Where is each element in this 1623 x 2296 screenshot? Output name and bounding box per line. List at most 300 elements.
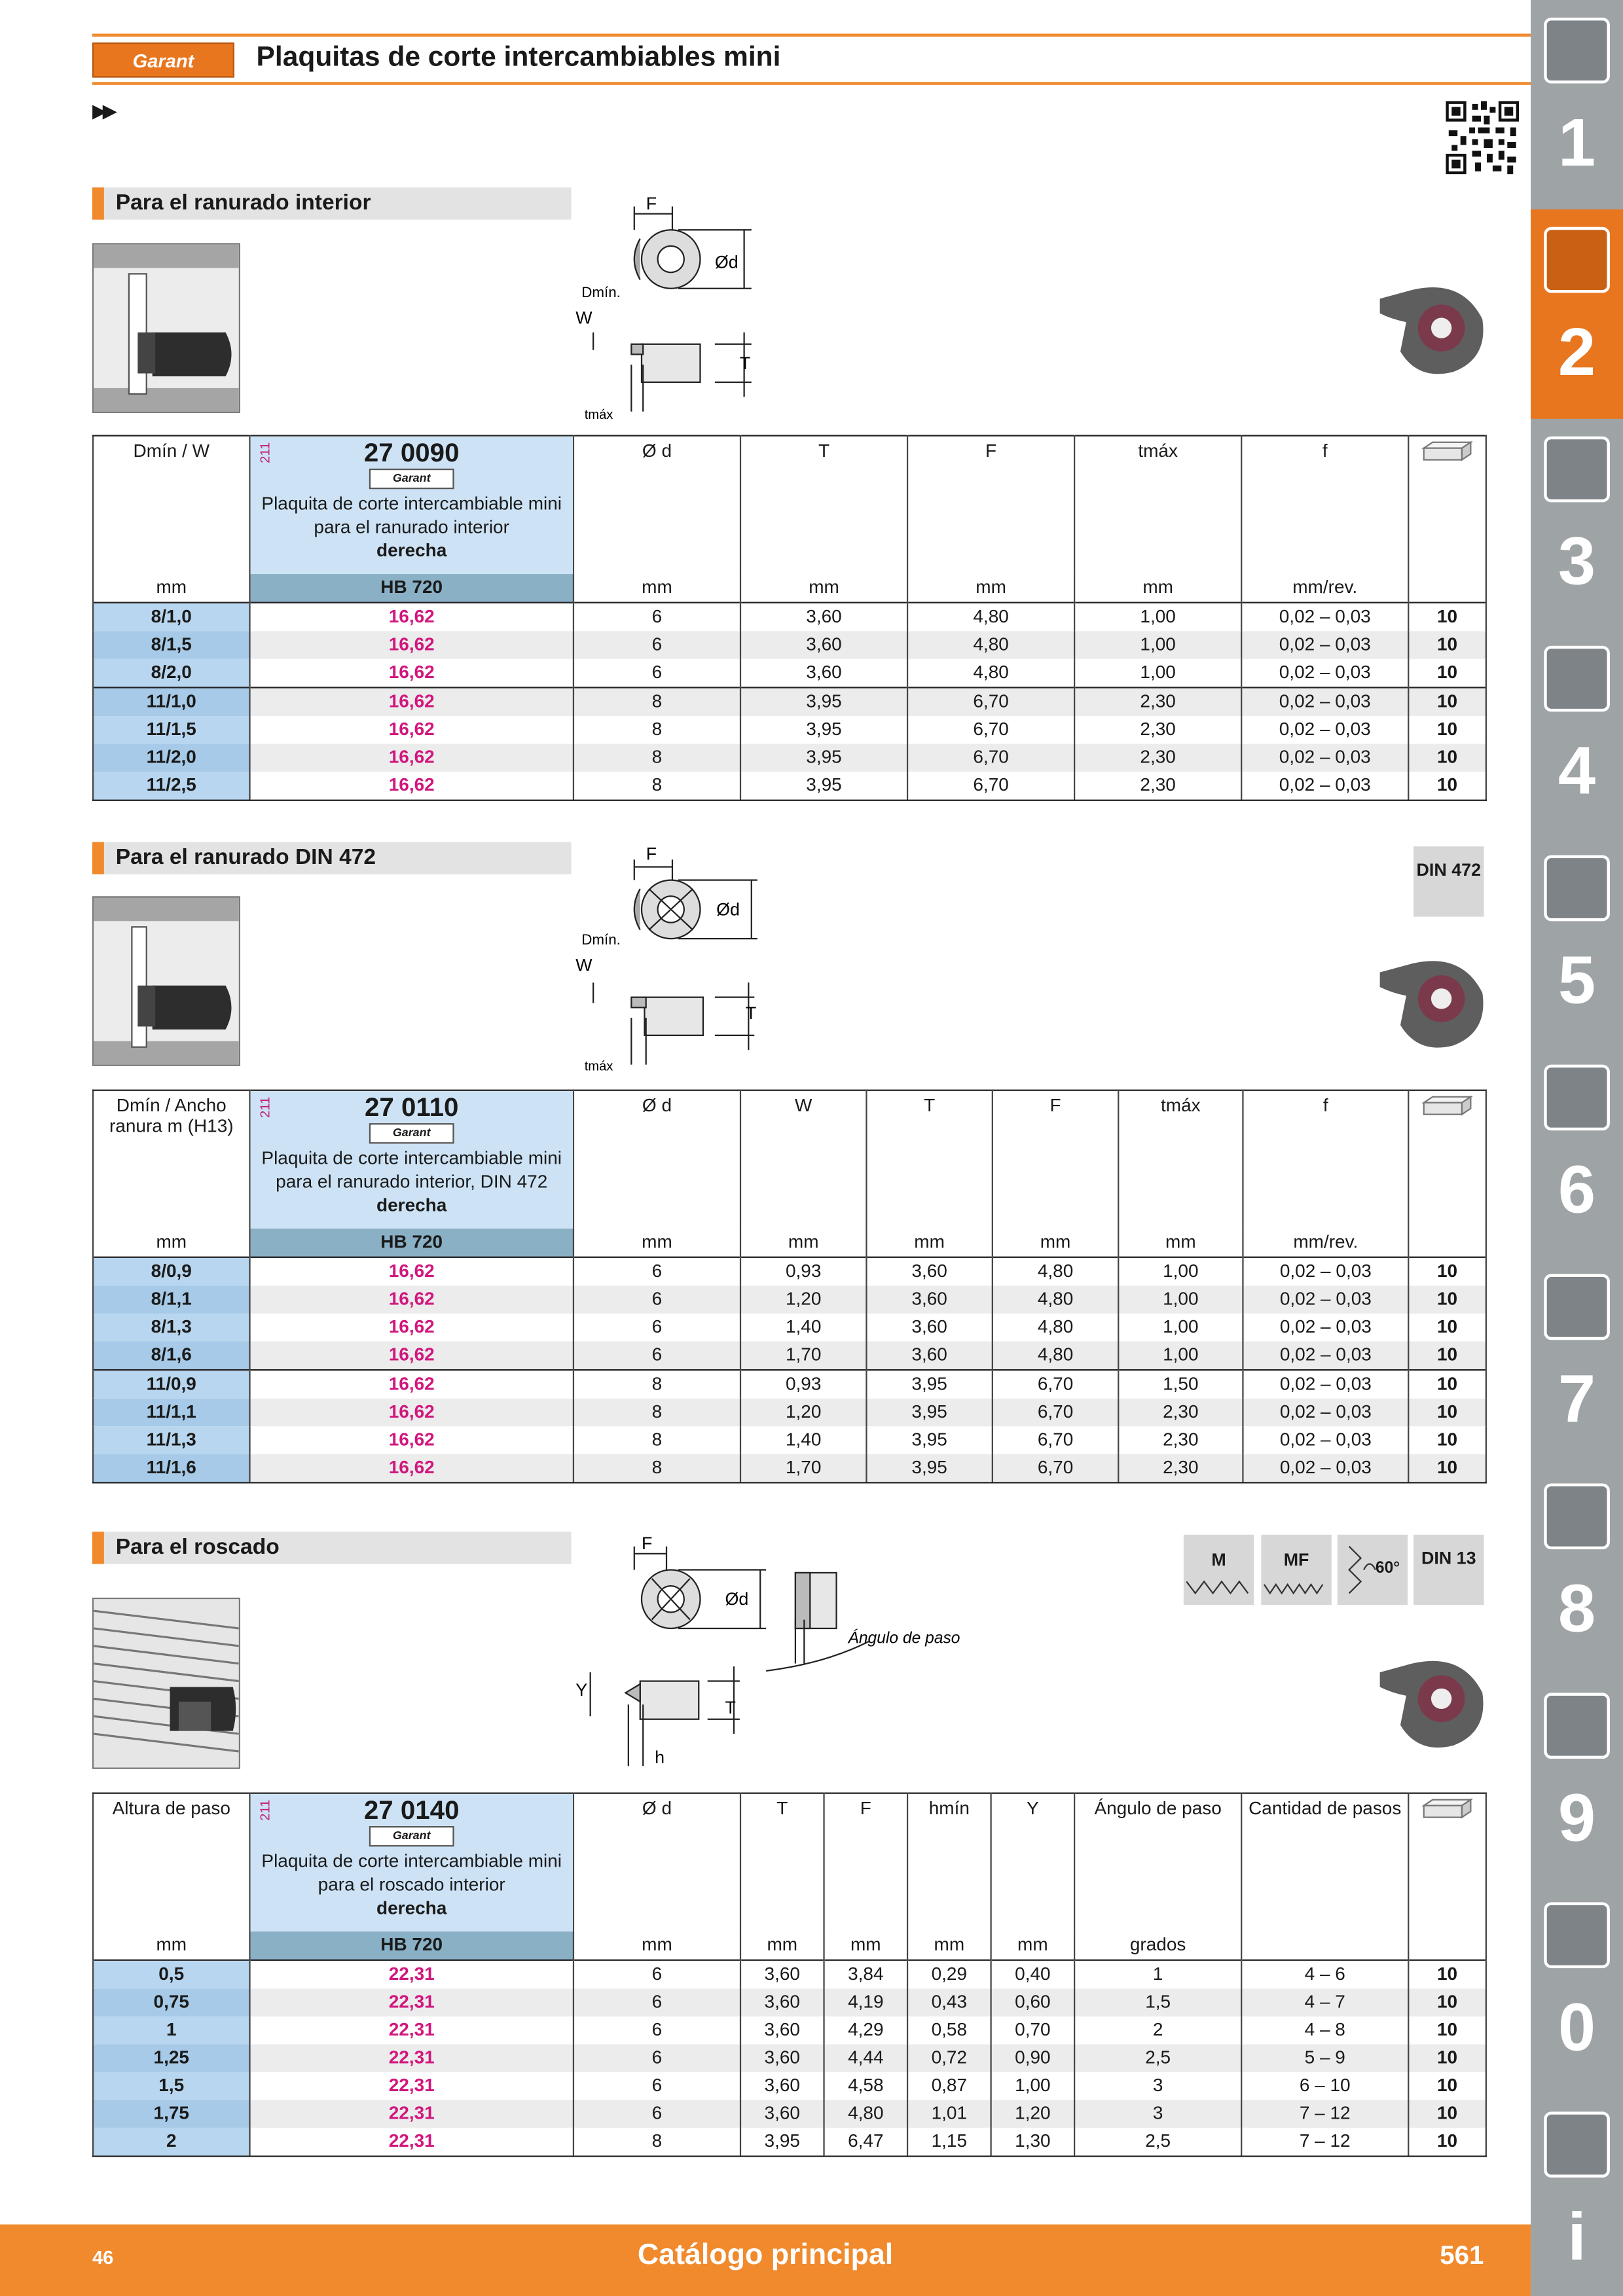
row-key-cell: 8/1,6 bbox=[93, 1341, 249, 1370]
value-cell: 6 bbox=[574, 1257, 740, 1286]
value-cell: 6 bbox=[574, 2017, 740, 2045]
value-cell: 0,40 bbox=[991, 1960, 1075, 1989]
value-cell: 6 bbox=[574, 1314, 740, 1342]
value-cell: 8 bbox=[574, 744, 740, 772]
row-key-cell: 8/1,0 bbox=[93, 603, 249, 632]
pack-qty-cell: 10 bbox=[1408, 716, 1486, 744]
chapter-number: 3 bbox=[1558, 522, 1596, 600]
value-cell: 0,87 bbox=[907, 2072, 991, 2100]
value-cell: 3,60 bbox=[740, 2072, 824, 2100]
col-header-key: Dmín / Ancho ranura m (H13) bbox=[93, 1090, 249, 1228]
value-cell: 3,60 bbox=[740, 1960, 824, 1989]
chapter-number: 8 bbox=[1558, 1570, 1596, 1646]
table-row bbox=[93, 2017, 1486, 2045]
chapter-number: i bbox=[1567, 2198, 1586, 2274]
row-key-cell: 11/1,3 bbox=[93, 1426, 249, 1454]
value-cell: 1,20 bbox=[740, 1285, 866, 1314]
table-row bbox=[93, 716, 1486, 744]
chapter-icon bbox=[1544, 1902, 1610, 1968]
price-cell[interactable]: 16,62 bbox=[249, 1285, 573, 1314]
value-cell: 2,5 bbox=[1074, 2128, 1241, 2157]
svg-text:Ød: Ød bbox=[714, 252, 739, 272]
row-key-cell: 11/2,0 bbox=[93, 744, 249, 772]
price-cell[interactable]: 16,62 bbox=[249, 772, 573, 800]
table-row bbox=[93, 1341, 1486, 1370]
value-cell: 0,02 – 0,03 bbox=[1243, 1314, 1408, 1342]
product-header: 211 27 0090 Garant Plaquita de corte intercambiable mini para el ranurado interior derecha bbox=[249, 436, 573, 573]
table-row bbox=[93, 772, 1486, 800]
svg-text:tmáx: tmáx bbox=[584, 407, 613, 422]
table-row bbox=[93, 659, 1486, 688]
value-cell: 6 bbox=[574, 1960, 740, 1989]
row-key-cell: 8/1,1 bbox=[93, 1285, 249, 1314]
product-header: 211 27 0110 Garant Plaquita de corte intercambiable mini para el ranurado interior, DIN 472 derecha bbox=[249, 1090, 573, 1228]
chapter-icon bbox=[1544, 2111, 1610, 2178]
value-cell: 3,60 bbox=[866, 1314, 992, 1342]
value-cell: 3,60 bbox=[866, 1257, 992, 1286]
din-472-badge: DIN 472 bbox=[1413, 846, 1484, 916]
pack-qty-cell: 10 bbox=[1408, 1399, 1486, 1427]
pack-qty-cell: 10 bbox=[1408, 659, 1486, 688]
chapter-icon bbox=[1544, 1065, 1610, 1131]
chapter-tab-strip bbox=[1531, 0, 1623, 2296]
chapter-icon bbox=[1544, 18, 1610, 84]
row-key-cell: 11/0,9 bbox=[93, 1370, 249, 1399]
svg-text:Dmín.: Dmín. bbox=[581, 284, 621, 301]
value-cell: 4 – 6 bbox=[1241, 1960, 1408, 1989]
value-cell: 4,80 bbox=[824, 2100, 908, 2128]
value-cell: 0,02 – 0,03 bbox=[1241, 659, 1408, 688]
thread-dimension-diagram bbox=[575, 1532, 971, 1780]
chapter-number: 5 bbox=[1558, 941, 1596, 1018]
value-cell: 1,20 bbox=[991, 2100, 1075, 2128]
value-cell: 2,30 bbox=[1074, 716, 1241, 744]
price-cell[interactable]: 22,31 bbox=[249, 1960, 573, 1989]
chapter-tab-1[interactable] bbox=[1531, 0, 1623, 209]
footer-title: Catálogo principal bbox=[637, 2238, 894, 2272]
row-key-cell: 8/1,3 bbox=[93, 1314, 249, 1342]
price-cell[interactable]: 16,62 bbox=[249, 603, 573, 632]
value-cell: 4,19 bbox=[824, 1988, 908, 2017]
table-row bbox=[93, 1988, 1486, 2017]
value-cell: 1,50 bbox=[1118, 1370, 1243, 1399]
svg-text:F: F bbox=[646, 193, 657, 213]
value-cell: 0,90 bbox=[991, 2044, 1075, 2072]
pack-qty-cell: 10 bbox=[1408, 1341, 1486, 1370]
value-cell: 2,30 bbox=[1118, 1426, 1243, 1454]
value-cell: 4 – 7 bbox=[1241, 1988, 1408, 2017]
value-cell: 1,30 bbox=[991, 2128, 1075, 2157]
price-cell[interactable]: 22,31 bbox=[249, 2017, 573, 2045]
pack-qty-cell: 10 bbox=[1408, 1960, 1486, 1989]
price-cell[interactable]: 16,62 bbox=[249, 659, 573, 688]
row-key-cell: 8/2,0 bbox=[93, 659, 249, 688]
svg-text:T: T bbox=[745, 1003, 757, 1024]
svg-text:W: W bbox=[575, 955, 593, 975]
section-heading-din-472: Para el ranurado DIN 472 bbox=[92, 842, 572, 874]
svg-text:Ød: Ød bbox=[716, 899, 740, 920]
pack-qty-cell: 10 bbox=[1408, 772, 1486, 800]
value-cell: 3,60 bbox=[866, 1341, 992, 1370]
chapter-number: 1 bbox=[1558, 103, 1596, 181]
svg-text:tmáx: tmáx bbox=[584, 1059, 613, 1074]
value-cell: 1,00 bbox=[1118, 1285, 1243, 1314]
qr-code-icon[interactable] bbox=[1446, 101, 1519, 174]
pack-qty-cell: 10 bbox=[1408, 1454, 1486, 1483]
value-cell: 3,60 bbox=[740, 603, 907, 632]
value-cell: 4,80 bbox=[907, 631, 1074, 659]
svg-text:T: T bbox=[725, 1697, 736, 1717]
din-13-badge: DIN 13 bbox=[1413, 1535, 1484, 1605]
value-cell: 6,47 bbox=[824, 2128, 908, 2157]
value-cell: 7 – 12 bbox=[1241, 2100, 1408, 2128]
row-key-cell: 1,5 bbox=[93, 2072, 249, 2100]
row-key-cell: 0,5 bbox=[93, 1960, 249, 1989]
chapter-tab-6[interactable] bbox=[1531, 1047, 1623, 1257]
pack-qty-cell: 10 bbox=[1408, 603, 1486, 632]
garant-logo: Garant bbox=[92, 43, 234, 78]
pack-qty-cell: 10 bbox=[1408, 1314, 1486, 1342]
value-cell: 6,70 bbox=[907, 716, 1074, 744]
chapter-tab-0[interactable] bbox=[1531, 1885, 1623, 2094]
value-cell: 6,70 bbox=[993, 1399, 1118, 1427]
thread-angle-60-badge: 60° bbox=[1338, 1535, 1408, 1605]
row-key-cell: 8/1,5 bbox=[93, 631, 249, 659]
value-cell: 0,02 – 0,03 bbox=[1243, 1399, 1408, 1427]
price-cell[interactable]: 22,31 bbox=[249, 2128, 573, 2157]
table-row bbox=[93, 1426, 1486, 1454]
value-cell: 1,00 bbox=[1118, 1341, 1243, 1370]
chapter-number: 0 bbox=[1558, 1988, 1596, 2065]
page-number: 561 bbox=[1440, 2240, 1484, 2270]
chapter-tab-3[interactable] bbox=[1531, 419, 1623, 628]
table-row bbox=[93, 1454, 1486, 1483]
pack-qty-cell: 10 bbox=[1408, 2044, 1486, 2072]
value-cell: 0,70 bbox=[991, 2017, 1075, 2045]
grooving-application-image bbox=[92, 243, 240, 413]
chapter-icon bbox=[1544, 1483, 1610, 1549]
pack-qty-cell: 10 bbox=[1408, 744, 1486, 772]
value-cell: 1,20 bbox=[740, 1399, 866, 1427]
value-cell: 6,70 bbox=[993, 1426, 1118, 1454]
value-cell: 3,60 bbox=[740, 1988, 824, 2017]
svg-text:Ød: Ød bbox=[725, 1589, 749, 1609]
value-cell: 6,70 bbox=[907, 687, 1074, 716]
value-cell: 2,30 bbox=[1118, 1454, 1243, 1483]
value-cell: 0,02 – 0,03 bbox=[1243, 1426, 1408, 1454]
din472-dimension-diagram bbox=[575, 845, 773, 1079]
value-cell: 1,70 bbox=[740, 1454, 866, 1483]
value-cell: 4,80 bbox=[993, 1257, 1118, 1286]
price-cell[interactable]: 16,62 bbox=[249, 687, 573, 716]
value-cell: 0,02 – 0,03 bbox=[1241, 687, 1408, 716]
value-cell: 6 bbox=[574, 603, 740, 632]
value-cell: 6 bbox=[574, 2044, 740, 2072]
value-cell: 1,40 bbox=[740, 1314, 866, 1342]
pack-qty-cell: 10 bbox=[1408, 1988, 1486, 2017]
chapter-number: 6 bbox=[1558, 1151, 1596, 1227]
table-row bbox=[93, 1370, 1486, 1399]
value-cell: 8 bbox=[574, 687, 740, 716]
value-cell: 4,44 bbox=[824, 2044, 908, 2072]
package-icon bbox=[1408, 436, 1486, 573]
pack-qty-cell: 10 bbox=[1408, 1426, 1486, 1454]
table-row bbox=[93, 1314, 1486, 1342]
price-cell[interactable]: 22,31 bbox=[249, 2100, 573, 2128]
chapter-tab-i[interactable] bbox=[1531, 2094, 1623, 2296]
value-cell: 0,72 bbox=[907, 2044, 991, 2072]
value-cell: 6,70 bbox=[907, 772, 1074, 800]
value-cell: 0,02 – 0,03 bbox=[1241, 716, 1408, 744]
value-cell: 3,95 bbox=[866, 1399, 992, 1427]
pack-qty-cell: 10 bbox=[1408, 2128, 1486, 2157]
value-cell: 6 bbox=[574, 1341, 740, 1370]
thread-insert-image bbox=[1374, 1652, 1491, 1755]
value-cell: 3,95 bbox=[866, 1426, 992, 1454]
value-cell: 3,60 bbox=[740, 2100, 824, 2128]
svg-text:F: F bbox=[641, 1534, 653, 1554]
chapter-icon bbox=[1544, 855, 1610, 922]
metric-thread-m-badge: M bbox=[1184, 1535, 1254, 1605]
value-cell: 3 bbox=[1074, 2100, 1241, 2128]
chapter-tab-5[interactable] bbox=[1531, 838, 1623, 1047]
svg-text:Y: Y bbox=[575, 1679, 588, 1700]
table-row bbox=[93, 2044, 1486, 2072]
row-key-cell: 1 bbox=[93, 2017, 249, 2045]
row-key-cell: 11/1,1 bbox=[93, 1399, 249, 1427]
pack-qty-cell: 10 bbox=[1408, 1285, 1486, 1314]
value-cell: 2,30 bbox=[1074, 687, 1241, 716]
value-cell: 0,02 – 0,03 bbox=[1241, 744, 1408, 772]
value-cell: 6,70 bbox=[993, 1454, 1118, 1483]
package-icon bbox=[1408, 1793, 1486, 1931]
chapter-icon bbox=[1544, 646, 1610, 712]
col-header-key: Altura de paso bbox=[93, 1793, 249, 1931]
svg-text:h: h bbox=[655, 1747, 665, 1767]
table-27-0140: Altura de paso 211 27 0140 Garant Plaquita de corte intercambiable mini para el roscado interior derecha Ø d T F hmín Y Ángulo de paso Cantidad de pasos mm HB 720 mm mm mm mm mm grados 0,5 22,31 6 3,60 3,84 0,29 0,40 1 4 – 6 10 0,75 22,31 6 3,60 4,19 0,43 0,60 1,5 4 – 7 10 1 22,31 6 3,60 4,29 0,58 0,70 2 4 – 8 10 1,25 22,31 6 3,60 4,44 0,72 0,90 2,5 5 – 9 10 1,5 22,31 6 3,60 4,58 0,87 1,00 3 6 – 10 10 1,75 22,31 6 3,60 4,80 1,01 1,20 3 7 – 12 10 2 22,31 8 3,95 6,47 1,15 1,30 2,5 7 – 12 10 bbox=[92, 1793, 1487, 2157]
value-cell: 0,58 bbox=[907, 2017, 991, 2045]
value-cell: 8 bbox=[574, 772, 740, 800]
value-cell: 4 – 8 bbox=[1241, 2017, 1408, 2045]
chapter-icon bbox=[1544, 227, 1610, 293]
price-cell[interactable]: 16,62 bbox=[249, 1314, 573, 1342]
value-cell: 4,29 bbox=[824, 2017, 908, 2045]
value-cell: 3,84 bbox=[824, 1960, 908, 1989]
svg-text:F: F bbox=[646, 844, 657, 864]
value-cell: 2,30 bbox=[1074, 744, 1241, 772]
value-cell: 8 bbox=[574, 1370, 740, 1399]
metric-fine-thread-mf-badge: MF bbox=[1261, 1535, 1331, 1605]
value-cell: 3,95 bbox=[740, 772, 907, 800]
value-cell: 1,70 bbox=[740, 1341, 866, 1370]
chapter-number: 2 bbox=[1558, 313, 1596, 390]
price-cell[interactable]: 22,31 bbox=[249, 2044, 573, 2072]
value-cell: 1,00 bbox=[1074, 603, 1241, 632]
table-27-0110: Dmín / Ancho ranura m (H13) 211 27 0110 Garant Plaquita de corte intercambiable mini para el ranurado interior, DIN 472 derecha Ø d W T F tmáx f mm HB 720 mm mm mm mm mm mm/rev. 8/0,9 16,62 6 0,93 3,60 4,80 1,00 0,02 – 0,03 10 8/1,1 16,62 6 1,20 3,60 4,80 1,00 0,02 – 0,03 10 8/1,3 16,62 6 1,40 3,60 4,80 1,00 0,02 – 0,03 10 8/1,6 16,62 6 1,70 3,60 4,80 1,00 0,02 – 0,03 10 11/0,9 16,62 8 0,93 3,95 6,70 1,50 0,02 – 0,03 10 11/1,1 16,62 8 1,20 3,95 6,70 2,30 0,02 – 0,03 10 11/1,3 16,62 8 1,40 3,95 6,70 2,30 0,02 – 0,03 10 11/1,6 16,62 8 1,70 3,95 6,70 2,30 0,02 – 0,03 10 bbox=[92, 1090, 1487, 1484]
chapter-tab-2[interactable] bbox=[1531, 209, 1623, 419]
value-cell: 0,93 bbox=[740, 1257, 866, 1286]
pack-qty-cell: 10 bbox=[1408, 2017, 1486, 2045]
din472-application-image bbox=[92, 896, 240, 1066]
value-cell: 0,02 – 0,03 bbox=[1243, 1257, 1408, 1286]
row-key-cell: 11/1,5 bbox=[93, 716, 249, 744]
value-cell: 3,60 bbox=[866, 1285, 992, 1314]
chapter-icon bbox=[1544, 1693, 1610, 1759]
value-cell: 1,00 bbox=[1118, 1257, 1243, 1286]
table-row bbox=[93, 603, 1486, 632]
price-cell[interactable]: 16,62 bbox=[249, 1370, 573, 1399]
price-cell[interactable]: 16,62 bbox=[249, 744, 573, 772]
chapter-icon bbox=[1544, 1274, 1610, 1340]
value-cell: 0,93 bbox=[740, 1370, 866, 1399]
header-rule-bottom bbox=[92, 82, 1531, 84]
value-cell: 8 bbox=[574, 2128, 740, 2157]
table-row bbox=[93, 1285, 1486, 1314]
value-cell: 0,02 – 0,03 bbox=[1241, 603, 1408, 632]
value-cell: 0,60 bbox=[991, 1988, 1075, 2017]
header-rule-top bbox=[92, 33, 1531, 36]
value-cell: 3,60 bbox=[740, 659, 907, 688]
svg-text:W: W bbox=[575, 308, 593, 328]
svg-text:Ángulo de paso: Ángulo de paso bbox=[848, 1629, 960, 1647]
value-cell: 3 bbox=[1074, 2072, 1241, 2100]
table-row bbox=[93, 687, 1486, 716]
row-key-cell: 11/1,0 bbox=[93, 687, 249, 716]
pack-qty-cell: 10 bbox=[1408, 1257, 1486, 1286]
table-row bbox=[93, 2128, 1486, 2157]
pack-qty-cell: 10 bbox=[1408, 631, 1486, 659]
chapter-tab-9[interactable] bbox=[1531, 1676, 1623, 1885]
value-cell: 3,60 bbox=[740, 631, 907, 659]
value-cell: 4,80 bbox=[907, 659, 1074, 688]
pack-qty-cell: 10 bbox=[1408, 1370, 1486, 1399]
value-cell: 0,02 – 0,03 bbox=[1241, 631, 1408, 659]
chapter-number: 4 bbox=[1558, 732, 1596, 809]
table-row bbox=[93, 744, 1486, 772]
table-row bbox=[93, 2072, 1486, 2100]
pack-qty-cell: 10 bbox=[1408, 2100, 1486, 2128]
row-key-cell: 11/1,6 bbox=[93, 1454, 249, 1483]
value-cell: 1,40 bbox=[740, 1426, 866, 1454]
row-key-cell: 8/0,9 bbox=[93, 1257, 249, 1286]
value-cell: 0,02 – 0,03 bbox=[1243, 1341, 1408, 1370]
value-cell: 0,43 bbox=[907, 1988, 991, 2017]
price-cell[interactable]: 16,62 bbox=[249, 631, 573, 659]
value-cell: 6 bbox=[574, 2072, 740, 2100]
value-cell: 0,29 bbox=[907, 1960, 991, 1989]
chapter-icon bbox=[1544, 437, 1610, 503]
price-cell[interactable]: 22,31 bbox=[249, 1988, 573, 2017]
value-cell: 5 – 9 bbox=[1241, 2044, 1408, 2072]
row-key-cell: 2 bbox=[93, 2128, 249, 2157]
value-cell: 3,95 bbox=[740, 744, 907, 772]
pack-qty-cell: 10 bbox=[1408, 2072, 1486, 2100]
value-cell: 3,95 bbox=[740, 716, 907, 744]
chapter-tab-4[interactable] bbox=[1531, 628, 1623, 838]
svg-text:T: T bbox=[739, 353, 751, 373]
table-27-0090: Dmín / W 211 27 0090 Garant Plaquita de corte intercambiable mini para el ranurado interior derecha Ø d T F tmáx f mm HB 720 mm mm mm mm mm/rev. 8/1,0 16,62 6 3,60 4,80 1,00 0,02 – 0,03 10 8/1,5 16,62 6 3,60 4,80 1,00 0,02 – 0,03 10 8/2,0 16,62 6 3,60 4,80 1,00 0,02 – 0,03 10 11/1,0 16,62 8 3,95 6,70 2,30 0,02 – 0,03 10 11/1,5 16,62 8 3,95 6,70 2,30 0,02 – 0,03 10 11/2,0 16,62 8 3,95 6,70 2,30 0,02 – 0,03 10 11/2,5 16,62 8 3,95 6,70 2,30 0,02 – 0,03 10 bbox=[92, 435, 1487, 801]
value-cell: 1,5 bbox=[1074, 1988, 1241, 2017]
value-cell: 1,00 bbox=[1074, 659, 1241, 688]
row-key-cell: 1,75 bbox=[93, 2100, 249, 2128]
price-cell[interactable]: 16,62 bbox=[249, 1399, 573, 1427]
value-cell: 6,70 bbox=[993, 1370, 1118, 1399]
value-cell: 8 bbox=[574, 716, 740, 744]
chapter-tab-7[interactable] bbox=[1531, 1257, 1623, 1466]
row-key-cell: 1,25 bbox=[93, 2044, 249, 2072]
package-icon bbox=[1408, 1090, 1486, 1228]
section-heading-roscado: Para el roscado bbox=[92, 1532, 572, 1564]
price-cell[interactable]: 16,62 bbox=[249, 716, 573, 744]
value-cell: 2,5 bbox=[1074, 2044, 1241, 2072]
value-cell: 1 bbox=[1074, 1960, 1241, 1989]
value-cell: 0,02 – 0,03 bbox=[1241, 772, 1408, 800]
price-cell[interactable]: 16,62 bbox=[249, 1257, 573, 1286]
value-cell: 6,70 bbox=[907, 744, 1074, 772]
value-cell: 6 – 10 bbox=[1241, 2072, 1408, 2100]
value-cell: 4,58 bbox=[824, 2072, 908, 2100]
forward-arrows-icon: ▶▶ bbox=[92, 99, 113, 122]
value-cell: 8 bbox=[574, 1426, 740, 1454]
pack-qty-cell: 10 bbox=[1408, 687, 1486, 716]
value-cell: 6 bbox=[574, 2100, 740, 2128]
threading-application-image bbox=[92, 1598, 240, 1769]
price-cell[interactable]: 16,62 bbox=[249, 1454, 573, 1483]
value-cell: 3,95 bbox=[866, 1454, 992, 1483]
value-cell: 4,80 bbox=[993, 1285, 1118, 1314]
value-cell: 7 – 12 bbox=[1241, 2128, 1408, 2157]
table-row bbox=[93, 1399, 1486, 1427]
value-cell: 3,60 bbox=[740, 2017, 824, 2045]
table-row bbox=[93, 631, 1486, 659]
table-row bbox=[93, 1960, 1486, 1989]
value-cell: 1,15 bbox=[907, 2128, 991, 2157]
price-cell[interactable]: 16,62 bbox=[249, 1341, 573, 1370]
value-cell: 3,95 bbox=[740, 687, 907, 716]
svg-text:Dmín.: Dmín. bbox=[581, 931, 621, 948]
value-cell: 0,02 – 0,03 bbox=[1243, 1454, 1408, 1483]
chapter-tab-8[interactable] bbox=[1531, 1466, 1623, 1676]
value-cell: 8 bbox=[574, 1454, 740, 1483]
value-cell: 6 bbox=[574, 1285, 740, 1314]
value-cell: 3,60 bbox=[740, 2044, 824, 2072]
value-cell: 0,02 – 0,03 bbox=[1243, 1370, 1408, 1399]
value-cell: 4,80 bbox=[993, 1314, 1118, 1342]
value-cell: 3,95 bbox=[740, 2128, 824, 2157]
table-row bbox=[93, 1257, 1486, 1286]
value-cell: 0,02 – 0,03 bbox=[1243, 1285, 1408, 1314]
value-cell: 2 bbox=[1074, 2017, 1241, 2045]
page-title: Plaquitas de corte intercambiables mini bbox=[256, 42, 781, 73]
row-key-cell: 11/2,5 bbox=[93, 772, 249, 800]
chapter-number: 7 bbox=[1558, 1360, 1596, 1437]
value-cell: 1,00 bbox=[991, 2072, 1075, 2100]
insert-dimension-diagram bbox=[575, 192, 773, 426]
value-cell: 2,30 bbox=[1118, 1399, 1243, 1427]
chapter-number: 9 bbox=[1558, 1779, 1596, 1856]
price-cell[interactable]: 16,62 bbox=[249, 1426, 573, 1454]
value-cell: 6 bbox=[574, 631, 740, 659]
value-cell: 1,00 bbox=[1118, 1314, 1243, 1342]
din472-insert-image bbox=[1374, 952, 1491, 1054]
value-cell: 1,01 bbox=[907, 2100, 991, 2128]
footer-page-ref: 46 bbox=[92, 2246, 114, 2269]
value-cell: 4,80 bbox=[907, 603, 1074, 632]
row-key-cell: 0,75 bbox=[93, 1988, 249, 2017]
price-cell[interactable]: 22,31 bbox=[249, 2072, 573, 2100]
col-header-key: Dmín / W bbox=[93, 436, 249, 573]
section-heading-ranurado-interior: Para el ranurado interior bbox=[92, 187, 572, 219]
